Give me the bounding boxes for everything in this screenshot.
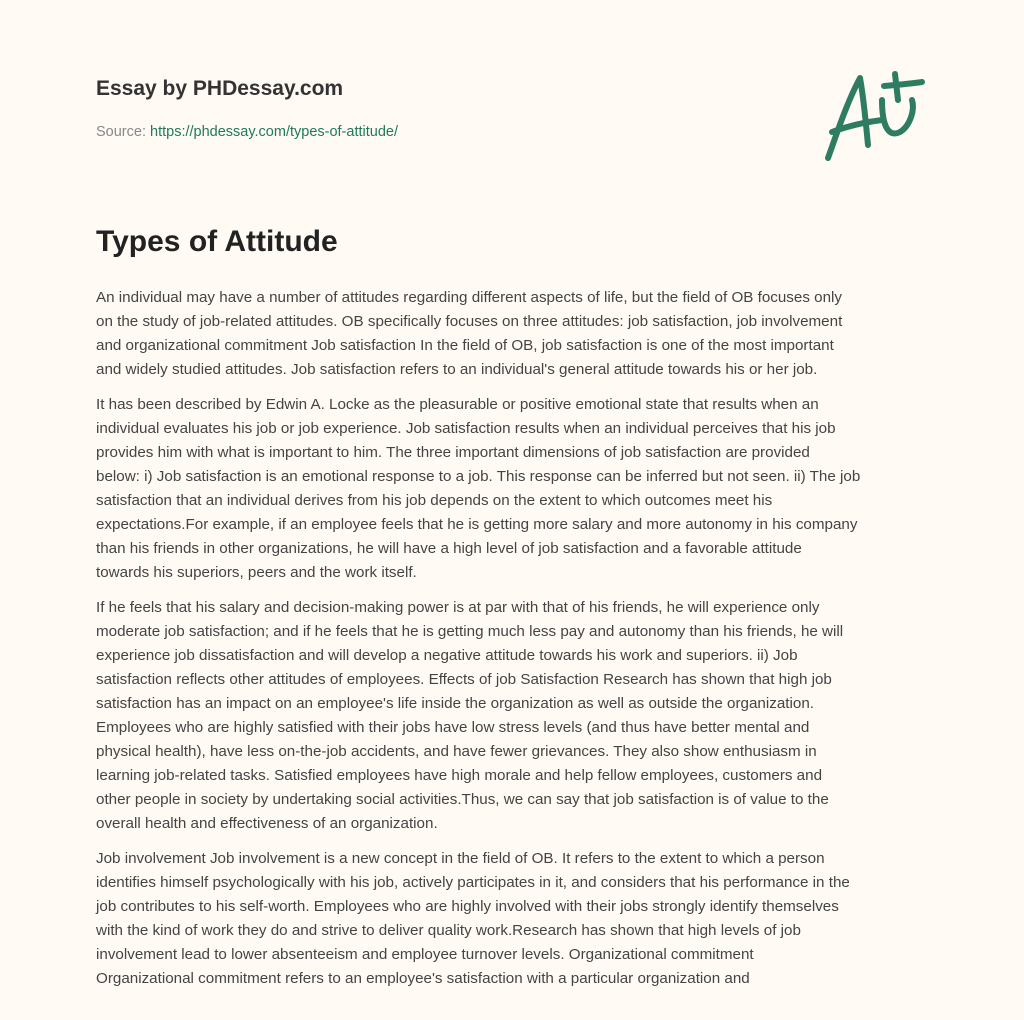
paragraph-line: job contributes to his self-worth. Employees who are highly involved with their jobs strongly identify themselves — [96, 898, 839, 915]
essay-body — [96, 286, 946, 1002]
paragraph-line: If he feels that his salary and decision-making power is at par with that of his friends, he will experience only — [96, 599, 820, 616]
paragraph-line: and widely studied attitudes. Job satisfaction refers to an individual's general attitude towards his or her job. — [96, 361, 818, 378]
paragraph-line: provides him with what is important to him. The three important dimensions of job satisfaction are provided — [96, 444, 810, 461]
essay-paragraph — [96, 596, 946, 836]
paragraph-line: identifies himself psychologically with his job, actively participates in it, and considers that his performance in the — [96, 874, 850, 891]
paragraph-line: physical health), have less on-the-job accidents, and have fewer grievances. They also show enthusiasm in — [96, 743, 817, 760]
source-label: Source: — [96, 124, 146, 140]
a-plus-logo-icon — [820, 70, 930, 165]
paragraph-line: individual evaluates his job or job experience. Job satisfaction results when an individual perceives that his job — [96, 420, 836, 437]
paragraph-line: other people in society by undertaking social activities.Thus, we can say that job satisfaction is of value to the — [96, 791, 829, 808]
paragraph-line: An individual may have a number of attitudes regarding different aspects of life, but the field of OB focuses only — [96, 289, 843, 306]
paragraph-line: satisfaction has an impact on an employee's life inside the organization as well as outside the organization. — [96, 695, 814, 712]
paragraph-line: towards his superiors, peers and the work itself. — [96, 564, 417, 581]
paragraph-line: involvement lead to lower absenteeism and employee turnover levels. Organizational commitment — [96, 946, 754, 963]
paragraph-line: experience job dissatisfaction and will develop a negative attitude towards his work and superiors. ii) Job — [96, 647, 798, 664]
paragraph-line: satisfaction reflects other attitudes of employees. Effects of job Satisfaction Research has shown that high job — [96, 671, 832, 688]
source-line — [96, 124, 398, 140]
essay-paragraph — [96, 286, 946, 382]
paragraph-line: than his friends in other organizations, he will have a high level of job satisfaction and a favorable attitude — [96, 540, 802, 557]
paragraph-line: Job involvement Job involvement is a new concept in the field of OB. It refers to the extent to which a person — [96, 850, 825, 867]
source-link[interactable]: https://phdessay.com/types-of-attitude/ — [150, 124, 398, 140]
paragraph-line: satisfaction that an individual derives from his job depends on the extent to which outcomes meet his — [96, 492, 773, 509]
essay-paragraph — [96, 847, 946, 991]
paragraph-line: It has been described by Edwin A. Locke as the pleasurable or positive emotional state that results when an — [96, 396, 819, 413]
paragraph-line: learning job-related tasks. Satisfied employees have high morale and help fellow employees, customers and — [96, 767, 823, 784]
essay-paragraph — [96, 393, 946, 585]
paragraph-line: moderate job satisfaction; and if he feels that he is getting much less pay and autonomy than his friends, he will — [96, 623, 844, 640]
paragraph-line: below: i) Job satisfaction is an emotional response to a job. This response can be inferred but not seen. ii) The job — [96, 468, 861, 485]
paragraph-line: and organizational commitment Job satisfaction In the field of OB, job satisfaction is one of the most important — [96, 337, 834, 354]
page-title: Types of Attitude — [96, 225, 338, 258]
paragraph-line: with the kind of work they do and strive to deliver quality work.Research has shown that high levels of job — [96, 922, 801, 939]
paragraph-line: overall health and effectiveness of an organization. — [96, 815, 438, 832]
paragraph-line: expectations.For example, if an employee feels that he is getting more salary and more autonomy in his company — [96, 516, 858, 533]
site-brand: Essay by PHDessay.com — [96, 77, 344, 100]
paragraph-line: Employees who are highly satisfied with their jobs have low stress levels (and thus have better mental and — [96, 719, 810, 736]
paragraph-line: Organizational commitment refers to an employee's satisfaction with a particular organization and — [96, 970, 750, 987]
paragraph-line: on the study of job-related attitudes. OB specifically focuses on three attitudes: job satisfaction, job involvement — [96, 313, 843, 330]
